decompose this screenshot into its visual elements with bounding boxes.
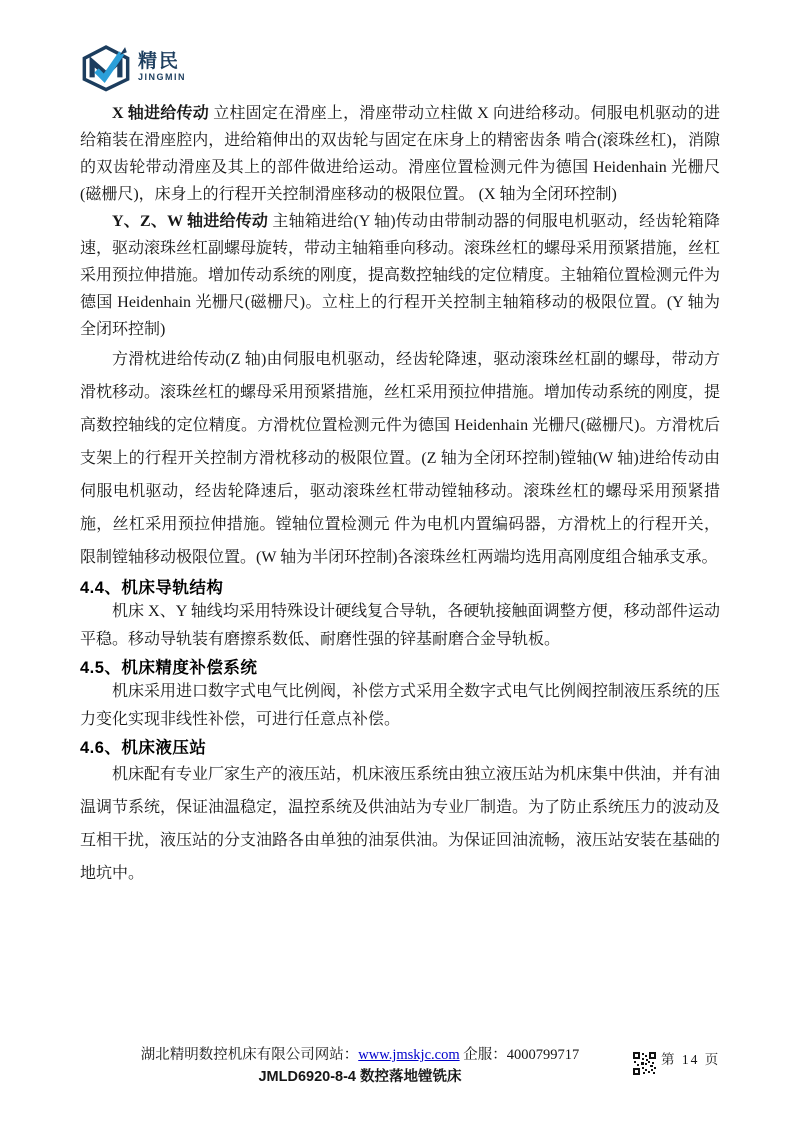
section-body-4-6: 机床配有专业厂家生产的液压站，机床液压系统由独立液压站为机床集中供油，并有油温调节系统，保证油温稳定，温控系统及供油站为专业厂制造。为了防止系统压力的波动及互相干扰，液压站的分支油路各由单独的油泵供油。为保证回油流畅，液压站安装在基础的地坑中。 (80, 766, 721, 882)
section-heading-4-5: 4.5、机床精度补偿系统 (80, 659, 258, 677)
logo-latin: JINGMIN (138, 72, 187, 82)
logo-hanzi: 精民 (138, 51, 181, 72)
paragraph-yzw-axis-lead: Y、Z、W 轴进给传动 (112, 213, 269, 230)
logo-wordmark (138, 52, 186, 82)
page-footer (80, 1044, 640, 1088)
footer-line-company (80, 1044, 640, 1066)
company-logo (80, 42, 720, 92)
paragraph-yzw-axis-text: 主轴箱进给(Y 轴)传动由带制动器的伺服电机驱动，经齿轮箱降速，驱动滚珠丝杠副螺母旋转，带动主轴箱垂向移动。滚珠丝杠的螺母采用预紧措施，丝杠采用预拉伸措施。增加传动系统的刚度，提高数控轴线的定位精度。主轴箱位置检测元件为德国 Heidenhain 光栅尺(磁栅尺)。立柱上的行程开关控制主轴箱移动的极限位置。(Y 轴为全闭环控制) (80, 213, 721, 338)
paragraph-ram-axis: 方滑枕进给传动(Z 轴)由伺服电机驱动，经齿轮降速，驱动滚珠丝杠副的螺母，带动方滑枕移动。滚珠丝杠的螺母采用预紧措施，丝杠采用预拉伸措施。增加传动系统的刚度，提高数控轴线的定位精度。方滑枕位置检测元件为德国 Heidenhain 光栅尺(磁栅尺)。方滑枕后支架上的行程开关控制方滑枕移动的极限位置。(Z 轴为全闭环控制)镗轴(W 轴)进给传动由伺服电机驱动，经齿轮降速后，驱动滚珠丝杠带动镗轴移动。滚珠丝杠的螺母采用预紧措施，丝杠采用预拉伸措施。镗轴位置检测元 件为电机内置编码器，方滑枕上的行程开关，限制镗轴移动极限位置。(W 轴为半闭环控制)各滚珠丝杠两端均选用高刚度组合轴承支承。 (80, 351, 721, 566)
footer-model-line: JMLD6920-8-4 数控落地镗铣床 (258, 1069, 462, 1085)
section-body-4-5: 机床采用进口数字式电气比例阀，补偿方式采用全数字式电气比例阀控制液压系统的压力变化实现非线性补偿，可进行任意点补偿。 (80, 683, 721, 728)
page-content (80, 42, 720, 890)
section-heading-4-6: 4.6、机床液压站 (80, 739, 207, 757)
footer-website-link[interactable]: www.jmskjc.com (358, 1047, 460, 1063)
section-body-4-4: 机床 X、Y 轴线均采用特殊设计硬线复合导轨，各硬轨接触面调整方便，移动部件运动平稳。移动导轨装有磨擦系数低、耐磨性强的锌基耐磨合金导轨板。 (80, 603, 720, 648)
paragraph-x-axis (80, 100, 720, 208)
paragraph-x-axis-text: 立柱固定在滑座上，滑座带动立柱做 X 向进给移动。伺服电机驱动的进给箱装在滑座腔内，进给箱伸出的双齿轮与固定在床身上的精密齿条 啃合(滚珠丝杠)，消隙的双齿轮带动滑座及其上的部件做进给运动。滑座位置检测元件为德国 Heidenhain 光栅尺(磁栅尺)，床身上的行程开关控制滑座移动的极限位置。 (X 轴为全闭环控制) (80, 105, 720, 203)
paragraph-yzw-axis (80, 208, 720, 343)
footer-service-text: 企服：4000799717 (459, 1047, 580, 1063)
footer-company-text: 湖北精明数控机床有限公司网站： (140, 1047, 359, 1063)
section-heading-4-4: 4.4、机床导轨结构 (80, 579, 224, 597)
page-number: 第 14 页 (661, 1052, 721, 1067)
paragraph-x-axis-lead: X 轴进给传动 (112, 105, 209, 122)
qr-code (633, 1052, 656, 1080)
logo-hexagon-icon (80, 42, 132, 92)
